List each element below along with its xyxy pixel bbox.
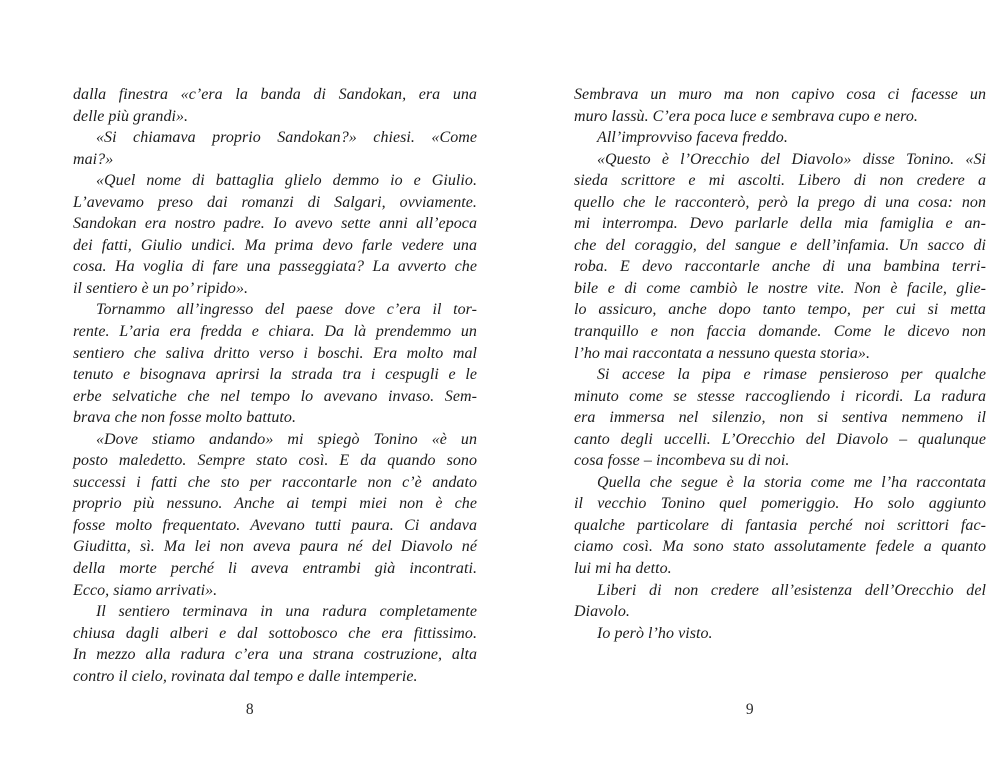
page-left-text-block bbox=[73, 84, 477, 687]
text-line: Sandokan era nostro padre. Io avevo sette anni all’epoca bbox=[73, 215, 477, 233]
text-line: posto maledetto. Sempre stato così. E da quando sono bbox=[73, 452, 477, 470]
text-line: Ecco, siamo arrivati». bbox=[73, 581, 218, 599]
text-line: che del coraggio, del sangue e dell’infamia. Un sacco di bbox=[574, 236, 986, 254]
page-right-text-block bbox=[574, 84, 986, 644]
text-line: era immersa nel silenzio, non si sentiva nemmeno il bbox=[574, 409, 986, 427]
text-line: proprio più nessuno. Anche ai tempi miei non è che bbox=[73, 495, 477, 513]
text-line: quello che le racconterò, però la prego di una cosa: non bbox=[574, 193, 986, 211]
text-line: dei fatti, Giulio undici. Ma prima devo farle vedere una bbox=[73, 236, 477, 254]
text-line: brava che non fosse molto battuto. bbox=[73, 409, 297, 427]
text-line: dalla finestra «c’era la banda di Sandokan, era una bbox=[73, 86, 477, 103]
text-line: Giuditta, sì. Ma lei non aveva paura né del Diavolo né bbox=[73, 538, 477, 556]
text-line: Tornammo all’ingresso del paese dove c’era il tor- bbox=[96, 301, 477, 319]
text-line: Si accese la pipa e rimase pensieroso per qualche bbox=[597, 366, 986, 384]
text-line: successi i fatti che sto per raccontarle non c’è andato bbox=[73, 473, 477, 491]
text-line: ciamo così. Ma sono stato assolutamente fedele a quanto bbox=[574, 538, 986, 556]
text-line: canto degli uccelli. L’Orecchio del Diavolo – qualunque bbox=[574, 430, 986, 448]
text-line: chiusa dagli alberi e dal sottobosco che era fittissimo. bbox=[73, 624, 477, 642]
text-line: erbe selvatiche che nel tempo lo avevano invaso. Sem- bbox=[73, 387, 477, 405]
text-line: L’avevamo preso dai romanzi di Salgari, ovviamente. bbox=[73, 193, 477, 211]
text-line: All’improvviso faceva freddo. bbox=[597, 129, 788, 147]
text-line: muro lassù. C’era poca luce e sembrava cupo e nero. bbox=[574, 107, 918, 125]
text-line: minuto come se stesse raccogliendo i ricordi. La radura bbox=[574, 387, 986, 405]
text-line: tranquillo e non faccia domande. Come le dicevo non bbox=[574, 323, 986, 341]
text-line: sentiero che saliva dritto verso i boschi. Era molto mal bbox=[73, 344, 477, 362]
text-line: lo assicuro, anche dopo tanto tempo, per cui si metta bbox=[574, 301, 986, 319]
text-line: sieda scrittore e mi ascolti. Libero di non credere a bbox=[574, 172, 986, 190]
text-line: fosse molto frequentato. Avevano tutti paura. Ci andava bbox=[73, 516, 477, 534]
text-line: l’ho mai raccontata a nessuno questa storia». bbox=[574, 344, 871, 362]
text-line: roba. E devo raccontarle anche di una bambina terri- bbox=[574, 258, 986, 276]
text-line: Il sentiero terminava in una radura completamente bbox=[96, 603, 477, 621]
text-line: Quella che segue è la storia come me l’ha raccontata bbox=[597, 473, 986, 491]
text-line: cosa fosse – incombeva su di noi. bbox=[574, 452, 790, 470]
text-line: Io però l’ho visto. bbox=[597, 624, 713, 642]
text-line: mi interrompa. Devo parlarle della mia famiglia e an- bbox=[574, 215, 986, 233]
page-number-left: 8 bbox=[245, 701, 255, 718]
text-line: il vecchio Tonino quel pomeriggio. Ho solo aggiunto bbox=[574, 495, 986, 513]
text-line: Liberi di non credere all’esistenza dell’Orecchio del bbox=[597, 581, 986, 599]
text-line: contro il cielo, rovinata dal tempo e dalle intemperie. bbox=[73, 667, 418, 685]
text-line: rente. L’aria era fredda e chiara. Da là prendemmo un bbox=[73, 323, 477, 341]
text-line: «Si chiamava proprio Sandokan?» chiesi. «Come bbox=[96, 129, 477, 147]
text-line: «Dove stiamo andando» mi spiegò Tonino «è un bbox=[96, 430, 477, 448]
text-line: Sembrava un muro ma non capivo cosa ci facesse un bbox=[574, 86, 986, 103]
text-line: della morte perché li aveva entrambi già incontrati. bbox=[73, 560, 477, 578]
text-line: bile e di come cambiò le nostre vite. Non è facile, glie- bbox=[574, 279, 986, 297]
text-line: tenuto e bisognava aprirsi la strada tra i cespugli e le bbox=[73, 366, 477, 384]
text-line: cosa. Ha voglia di fare una passeggiata? La avverto che bbox=[73, 258, 477, 276]
text-line: mai?» bbox=[73, 150, 114, 168]
text-line: «Quel nome di battaglia glielo demmo io e Giulio. bbox=[96, 172, 477, 190]
text-line: Diavolo. bbox=[574, 603, 630, 621]
text-line: delle più grandi». bbox=[73, 107, 189, 125]
text-line: lui mi ha detto. bbox=[574, 560, 672, 578]
text-line: il sentiero è un po’ ripido». bbox=[73, 279, 249, 297]
text-line: «Questo è l’Orecchio del Diavolo» disse Tonino. «Si bbox=[597, 150, 986, 168]
text-line: In mezzo alla radura c’era una strana costruzione, alta bbox=[73, 646, 477, 664]
page-right bbox=[500, 0, 1000, 770]
text-line: qualche particolare di fantasia perché noi scrittori fac- bbox=[574, 516, 986, 534]
page-number-right: 9 bbox=[745, 701, 755, 718]
